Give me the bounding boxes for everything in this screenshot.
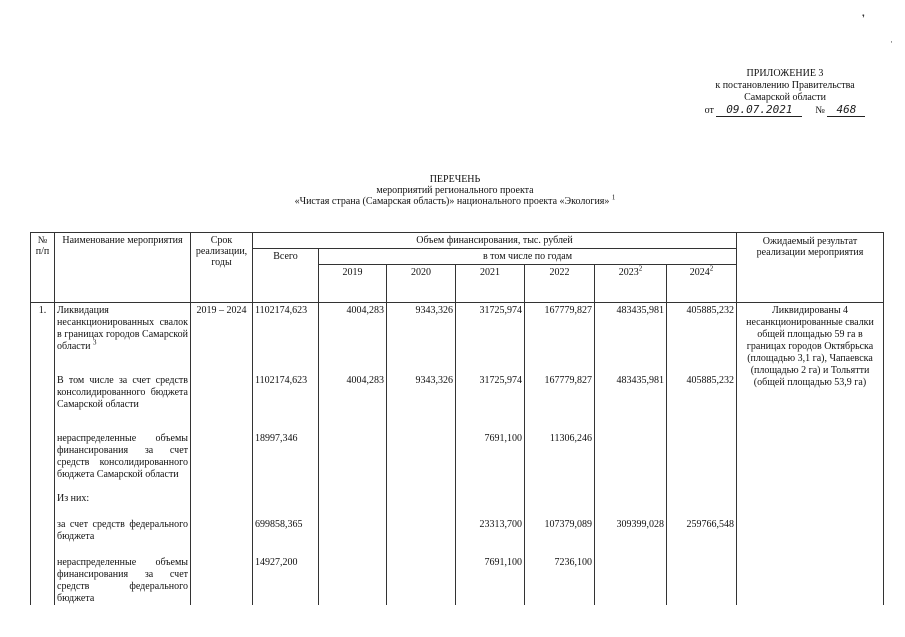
header-year: 2022 — [525, 265, 595, 303]
measure-term: 2019 – 2024 — [191, 303, 253, 354]
cell-2021: 7691,100 — [456, 557, 525, 605]
cell-total: 699858,365 — [253, 519, 319, 543]
row-number: 1. — [31, 303, 55, 354]
cell-2022: 167779,827 — [525, 375, 595, 411]
measure-name: В том числе за счет средств консолидированного бюджета Самарской области — [55, 375, 191, 411]
cell-2022: 11306,246 — [525, 433, 595, 481]
cell-2020: 9343,326 — [387, 303, 456, 354]
expected-result: Ликвидированы 4 несанкционированные свалки общей площадью 59 га в границах городов Октябрьска (площадью 3,1 га), Чапаевска (площадью 2 га) и Тольятти (общей площадью 53,9 га) — [737, 303, 884, 606]
decree-number: 468 — [827, 104, 865, 117]
title-subheading: мероприятий регионального проекта — [376, 185, 534, 196]
measure-name: Ликвидация несанкционированных свалок в границах городов Самарской области $^3$ — [55, 303, 191, 354]
from-label: от — [704, 105, 714, 116]
cell-2024: 259766,548 — [667, 519, 737, 543]
header-year: 2019 — [319, 265, 387, 303]
cell-2022: 7236,100 — [525, 557, 595, 605]
decree-date: 09.07.2021 — [716, 104, 802, 117]
header-year: 2024$^2$ — [667, 265, 737, 303]
measures-table — [30, 232, 884, 605]
cell-2024: 405885,232 — [667, 303, 737, 354]
decree-line — [690, 104, 880, 117]
cell-total: 1102174,623 — [253, 303, 319, 354]
header-financing: Объем финансирования, тыс. рублей — [253, 233, 737, 249]
title-footnote-mark: 1 — [611, 193, 616, 202]
header-no: № п/п — [31, 233, 55, 303]
cell-2022: 107379,089 — [525, 519, 595, 543]
header-including: в том числе по годам — [319, 249, 737, 265]
cell-2021: 31725,974 — [456, 303, 525, 354]
header-year: 2020 — [387, 265, 456, 303]
cell-total: 1102174,623 — [253, 375, 319, 411]
title-project-text: «Чистая страна (Самарская область)» национального проекта «Экология» — [294, 196, 610, 207]
cell-2021: 23313,700 — [456, 519, 525, 543]
header-term: Срок реализации, годы — [191, 233, 253, 303]
cell-2019: 4004,283 — [319, 303, 387, 354]
cell-2023: 309399,028 — [595, 519, 667, 543]
cell-total: 14927,200 — [253, 557, 319, 605]
cell-total: 18997,346 — [253, 433, 319, 481]
appendix-region: Самарской области — [744, 92, 826, 103]
title-project — [200, 193, 710, 207]
cell-2024: 405885,232 — [667, 375, 737, 411]
measure-name: за счет средств федерального бюджета — [55, 519, 191, 543]
header-year: 2021 — [456, 265, 525, 303]
cell-2021: 31725,974 — [456, 375, 525, 411]
cell-2022: 167779,827 — [525, 303, 595, 354]
appendix-reference: к постановлению Правительства — [715, 80, 855, 91]
cell-2021: 7691,100 — [456, 433, 525, 481]
document-title — [200, 174, 710, 207]
header-total: Всего — [253, 249, 319, 303]
cell-2023: 483435,981 — [595, 303, 667, 354]
cell-2019: 4004,283 — [319, 375, 387, 411]
header-year: 2023$^2$ — [595, 265, 667, 303]
title-heading: ПЕРЕЧЕНЬ — [429, 174, 481, 185]
measure-name: Из них: — [55, 493, 191, 505]
table-row — [31, 303, 884, 354]
measure-name: нераспределенные объемы финансирования за счет средств консолидированного бюджета Самарской области — [55, 433, 191, 481]
header-name: Наименование мероприятия — [55, 233, 191, 303]
appendix-title: ПРИЛОЖЕНИЕ 3 — [746, 68, 824, 79]
scan-mark: ❜ — [862, 13, 865, 23]
cell-2023: 483435,981 — [595, 375, 667, 411]
measure-name: нераспределенные объемы финансирования за счет средств федерального бюджета — [55, 557, 191, 605]
appendix-block — [690, 68, 880, 117]
cell-2020: 9343,326 — [387, 375, 456, 411]
header-result: Ожидаемый результат реализации мероприятия — [737, 233, 884, 303]
scan-mark: · — [890, 37, 893, 47]
number-label: № — [815, 105, 825, 116]
